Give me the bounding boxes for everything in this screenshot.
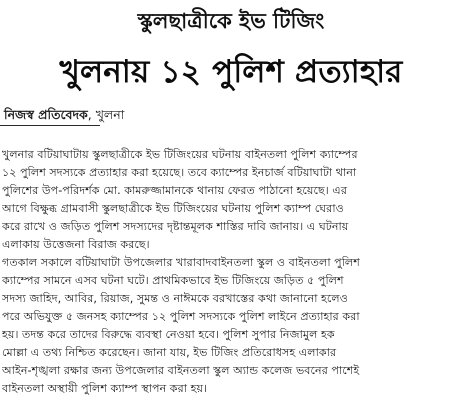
body-line: পুলিশের উপ-পরিদর্শক মো. কামরুজ্জামানকে থানায় ফেরত পাঠানো হয়েছে। এর [2, 184, 347, 197]
body-line: ১২ পুলিশ সদস্যকে প্রত্যাহার করা হয়েছে। তবে ক্যাম্পের ইনচার্জ বটিয়াঘাটা থানা [2, 166, 357, 179]
byline [4, 107, 124, 123]
kicker-headline: স্কুলছাত্রীকে ইভ টিজিং [137, 9, 325, 33]
main-headline: খুলনায় ১২ পুলিশ প্রত্যাহার [59, 54, 403, 90]
body-line: মোল্লা এ তথ্য নিশ্চিত করেছেন। জানা যায়, ইভ টিজিং প্রতিরোধসহ এলাকার [2, 346, 337, 359]
body-line: আইন-শৃঙ্খলা রক্ষার জন্য উপজেলার বাইনতলা স্কুল অ্যান্ড কলেজ ভবনের পাশেই [2, 364, 360, 377]
body-line: এলাকায় উত্তেজনা বিরাজ করছে। [2, 238, 150, 251]
body-line: খুলনার বটিয়াঘাটায় স্কুলছাত্রীকে ইভ টিজিংয়ের ঘটনায় বাইনতলা পুলিশ ক্যাম্পের [2, 148, 358, 161]
body-line: বাইনতলা অস্থায়ী পুলিশ ক্যাম্প স্থাপন করা হয়। [2, 382, 208, 395]
body-line: গতকাল সকালে বটিয়াঘাটা উপজেলার খারাবাদবাইনতলা স্কুল ও বাইনতলা পুলিশ [2, 256, 360, 269]
body-line: হয়। তদন্ত করে তাদের বিরুদ্ধে ব্যবস্থা নেওয়া হবে। পুলিশ সুপার নিজামুল হক [2, 328, 335, 341]
body-line: করে রাখে ও জড়িত পুলিশ সদস্যদের দৃষ্টান্তমূলক শাস্তির দাবি জানায়। এ ঘটনায় [2, 220, 349, 233]
dateline-location: খুলনা [95, 107, 125, 122]
byline-separator: , [87, 107, 96, 122]
body-line: আগে বিক্ষুব্ধ গ্রামবাসী স্কুলছাত্রীকে ইভ টিজিংয়ের ঘটনায় পুলিশ ক্যাম্প ঘেরাও [2, 202, 344, 215]
body-line: সদস্য জাহিদ, আবির, রিয়াজ, সুমন্ত ও নাঈমকে বরখাস্তের কথা জানানো হলেও [2, 292, 348, 305]
body-line: পরে অভিযুক্ত ৫ জনসহ ক্যাম্পের ১২ পুলিশ সদস্যকে পুলিশ লাইনে প্রত্যাহার করা [2, 310, 360, 323]
body-line: ক্যাম্পের সামনে এসব ঘটনা ঘটে। প্রাথমিকভাবে ইভ টিজিংয়ে জড়িত ৫ পুলিশ [2, 274, 344, 287]
article-body [2, 146, 460, 398]
byline-rule [0, 125, 100, 126]
reporter-name: নিজস্ব প্রতিবেদক [4, 107, 88, 122]
